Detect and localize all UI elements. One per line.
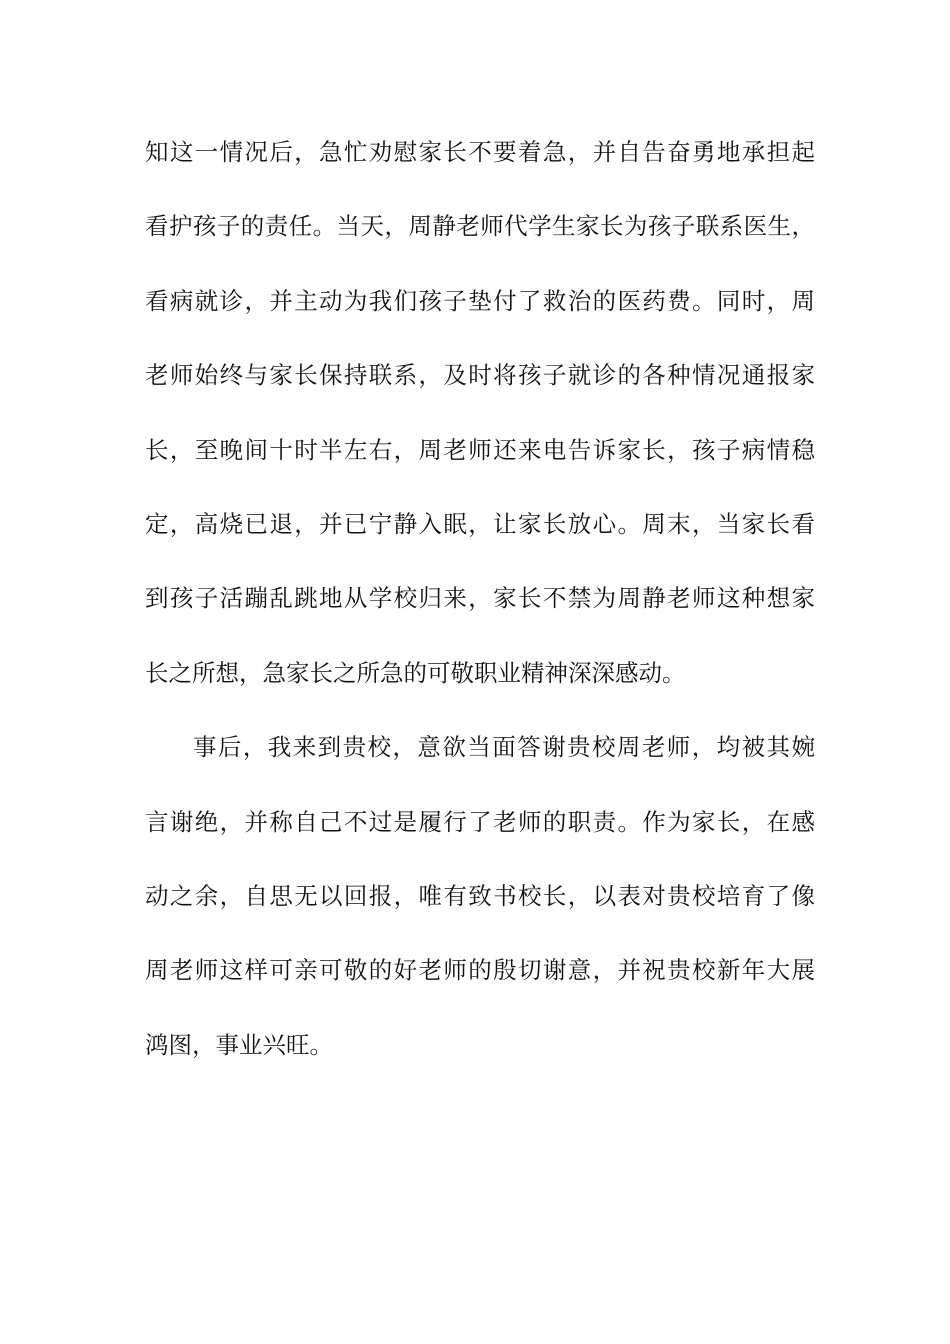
letter-body — [145, 130, 815, 1097]
text-line: 定，高烧已退，并已宁静入眠，让家长放心。周末，当家长看 — [145, 509, 815, 538]
text-line: 周老师这样可亲可敬的好老师的殷切谢意，并祝贵校新年大展 — [145, 956, 815, 985]
paragraph-end-line: 鸿图，事业兴旺。 — [145, 1030, 333, 1059]
text-line: 看病就诊，并主动为我们孩子垫付了救治的医药费。同时，周 — [145, 286, 815, 315]
text-line: 言谢绝，并称自己不过是履行了老师的职责。作为家长，在感 — [145, 807, 815, 836]
text-line: 动之余，自思无以回报，唯有致书校长，以表对贵校培育了像 — [145, 881, 815, 910]
text-line: 知这一情况后，急忙劝慰家长不要着急，并自告奋勇地承担起 — [145, 138, 815, 166]
text-line: 长，至晚间十时半左右，周老师还来电告诉家长，孩子病情稳 — [145, 435, 815, 464]
paragraph-end-line: 长之所想，急家长之所急的可敬职业精神深深感动。 — [145, 658, 686, 687]
text-line: 到孩子活蹦乱跳地从学校归来，家长不禁为周静老师这种想家 — [145, 584, 815, 613]
text-line: 老师始终与家长保持联系，及时将孩子就诊的各种情况通报家 — [145, 361, 815, 390]
text-line: 看护孩子的责任。当天，周静老师代学生家长为孩子联系医生， — [145, 212, 815, 241]
paragraph-first-line: 事后，我来到贵校，意欲当面答谢贵校周老师，均被其婉 — [193, 733, 815, 762]
